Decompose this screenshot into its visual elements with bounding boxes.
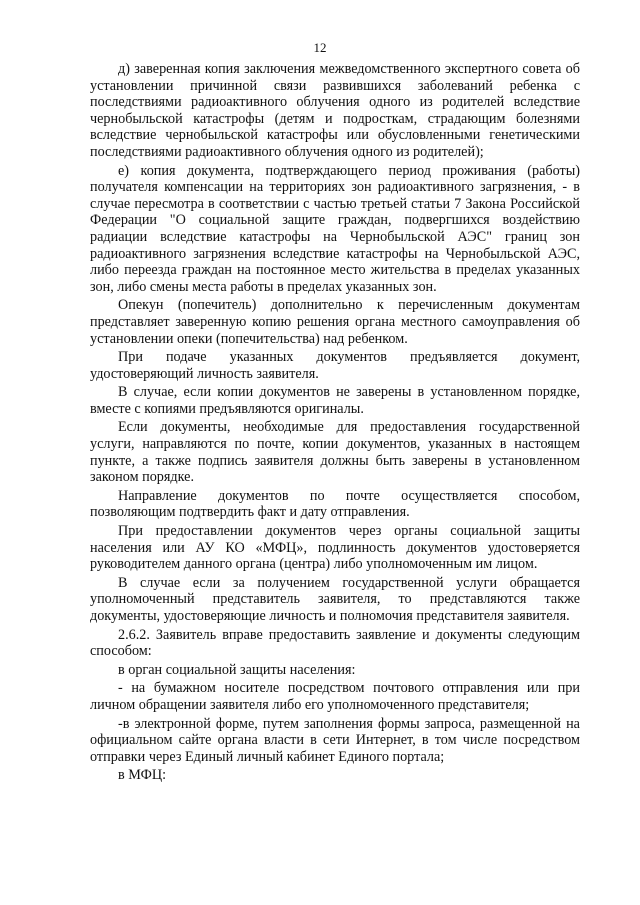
- paragraph-mfc: в МФЦ:: [118, 767, 167, 784]
- page-number: 12: [313, 40, 327, 55]
- paragraph-social-protection: в орган социальной защиты населения:: [118, 661, 356, 678]
- paragraph-guardian: Опекун (попечитель) дополнительно к перечисленным документам представляет заверенную копию решения органа местного самоуправления об установлении опеки (попечительства) над ребенком.: [90, 297, 580, 347]
- document-body: [90, 61, 580, 784]
- paragraph-d: д) заверенная копия заключения межведомственного экспертного совета об установлении причинной связи развившихся заболеваний ребенка с последствиями радиоактивного облучения одного из родителей вследствие чернобыльской катастрофы (детям и подросткам, страдающим болезнями вследствие чернобыльской катастрофы или обусловленными генетическими последствиями радиоактивного облучения одного из родителей);: [90, 61, 580, 160]
- paragraph-paper: - на бумажном носителе посредством почтового отправления или при личном обращении заявителя либо его уполномоченного представителя;: [90, 680, 580, 713]
- paragraph-e: е) копия документа, подтверждающего период проживания (работы) получателя компенсации на территориях зон радиоактивного загрязнения, - в случае пересмотра в соответствии с частью третьей статьи 7 Закона Российской Федерации "О социальной защите граждан, подвергшихся воздействию радиации вследствие катастрофы на Чернобыльской АЭС" границ зон радиоактивного загрязнения вследствие катастрофы на Чернобыльской АЭС, либо переезда граждан на постоянное место жительства в пределах указанных зон, либо смены места работы в пределах указанных зон.: [90, 162, 580, 295]
- paragraph-mail: Если документы, необходимые для предоставления государственной услуги, направляются по почте, копии документов, указанных в настоящем пункте, а также подпись заявителя должны быть заверены в установленном законом порядке.: [90, 419, 580, 486]
- paragraph-representative: В случае если за получением государственной услуги обращается уполномоченный представитель заявителя, то представляются также документы, удостоверяющие личность и полномочия представителя заявителя.: [90, 574, 580, 624]
- paragraph-electronic: -в электронной форме, путем заполнения формы запроса, размещенной на официальном сайте органа власти в сети Интернет, в том числе посредством отправки через Единый личный кабинет Единого портала;: [90, 715, 580, 765]
- paragraph-2-6-2: 2.6.2. Заявитель вправе предоставить заявление и документы следующим способом:: [90, 626, 580, 660]
- paragraph-copies: В случае, если копии документов не заверены в установленном порядке, вместе с копиями предъявляются оригиналы.: [90, 384, 580, 417]
- paragraph-identity: При подаче указанных документов предъявляется документ, удостоверяющий личность заявителя.: [90, 349, 580, 382]
- paragraph-authenticity: При предоставлении документов через органы социальной защиты населения или АУ КО «МФЦ», подлинность документов удостоверяется руководителем данного органа (центра) либо уполномоченным им лицом.: [90, 523, 580, 573]
- paragraph-mail-method: Направление документов по почте осуществляется способом, позволяющим подтвердить факт и дату отправления.: [90, 487, 580, 521]
